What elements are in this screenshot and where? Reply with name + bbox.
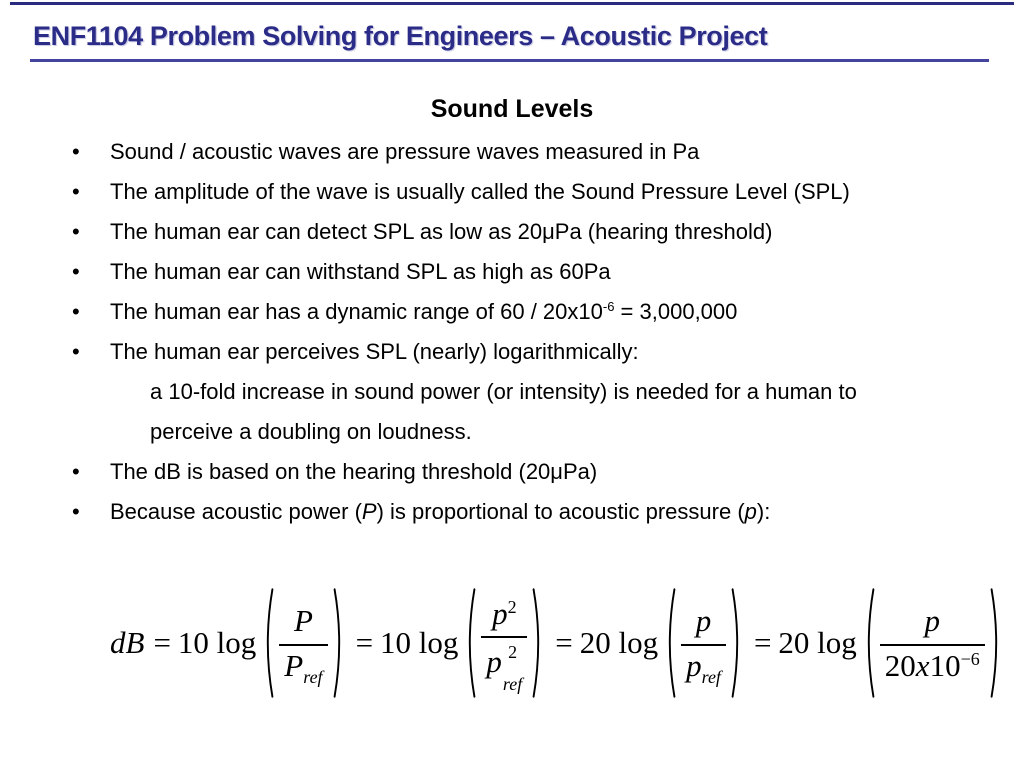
equals-sign: = [555, 625, 573, 660]
text-segment: p [924, 602, 940, 638]
log-coefficient: 20 log [778, 625, 857, 660]
list-item [0, 292, 1024, 332]
subscript: ref [303, 666, 323, 687]
fraction-numerator [487, 596, 522, 632]
text-segment: = 3,000,000 [614, 299, 738, 324]
fraction [481, 595, 527, 695]
open-paren-icon [462, 587, 478, 699]
text-segment: P [293, 602, 313, 638]
bullet-marker: • [72, 219, 80, 244]
text-segment: The human ear perceives SPL (nearly) logarithmically: [110, 339, 639, 364]
fraction [681, 602, 726, 687]
bullet-marker: • [72, 339, 80, 364]
fraction-numerator [691, 603, 717, 639]
open-paren-icon [662, 587, 678, 699]
fraction-numerator [920, 603, 946, 639]
log-coefficient: 20 log [579, 625, 659, 660]
fraction-denominator [880, 648, 985, 684]
list-item [0, 492, 1024, 532]
log-coefficient: 10 log [177, 625, 257, 660]
fraction-denominator [681, 647, 726, 687]
equals-sign: = [753, 625, 772, 660]
superscript: 2 [507, 596, 517, 617]
bullet-marker: • [72, 299, 80, 324]
fraction [279, 602, 327, 687]
superscript: −6 [960, 648, 980, 669]
text-segment: ) is proportional to acoustic pressure ( [376, 499, 745, 524]
text-segment: Because acoustic power ( [110, 499, 362, 524]
text-segment: p [695, 602, 712, 638]
text-segment: perceive a doubling on loudness. [150, 419, 472, 444]
fraction-bar [481, 636, 527, 638]
superscript: 2 [508, 642, 518, 663]
text-segment: The human ear has a dynamic range of 60 / 20x10 [110, 299, 603, 324]
equals-sign: = [153, 625, 171, 660]
text-segment: a 10-fold increase in sound power (or intensity) is needed for a human to [150, 379, 857, 404]
fraction-numerator [289, 603, 318, 639]
slide-title: Sound Levels [430, 95, 594, 123]
bullet-marker: • [72, 499, 80, 524]
close-paren-icon [988, 587, 1004, 699]
text-segment: P [361, 499, 377, 524]
list-item [0, 452, 1024, 492]
bullet-marker: • [72, 459, 80, 484]
list-item [0, 252, 1024, 292]
open-paren-icon [861, 587, 877, 699]
open-paren-icon [260, 587, 276, 699]
text-segment: x [915, 647, 930, 683]
bullet-marker: • [72, 179, 80, 204]
superscript: -6 [602, 299, 615, 314]
text-segment: ): [756, 499, 771, 524]
list-item [0, 332, 1024, 372]
top-border-line [10, 2, 1014, 5]
text-segment: Sound / acoustic waves are pressure waves measured in Pa [110, 139, 700, 164]
fraction-bar [279, 644, 327, 646]
fraction [880, 603, 985, 683]
bullet-marker: • [72, 259, 80, 284]
list-item [0, 132, 1024, 172]
text-segment: 20 [884, 647, 916, 683]
sub-paragraph [0, 372, 1024, 452]
subscript: ref [502, 674, 523, 695]
log-coefficient: 10 log [380, 625, 459, 660]
bullet-marker: • [72, 139, 80, 164]
supsub-stack [503, 643, 522, 693]
fraction-bar [681, 644, 726, 646]
close-paren-icon [331, 587, 347, 699]
text-segment: p [744, 499, 757, 524]
formula [110, 584, 1006, 702]
fraction-bar [880, 644, 985, 646]
fraction-denominator [481, 640, 527, 695]
equals-sign: = [355, 625, 374, 660]
header-underline [30, 59, 989, 62]
close-paren-icon [729, 587, 745, 699]
formula-lhs: dB [110, 625, 145, 660]
list-item [0, 172, 1024, 212]
subscript: ref [701, 666, 721, 687]
text-segment: p [492, 595, 508, 631]
text-segment: p [486, 644, 502, 680]
text-segment: P [284, 647, 304, 683]
text-segment: The human ear can detect SPL as low as 20μPa (hearing threshold) [110, 219, 773, 244]
text-segment: The dB is based on the hearing threshold (20μPa) [110, 459, 598, 484]
close-paren-icon [530, 587, 546, 699]
list-item [0, 212, 1024, 252]
text-segment: 10 [929, 647, 961, 683]
header-title: ENF1104 Problem Solving for Engineers – Acoustic Project [33, 21, 768, 51]
text-segment: The amplitude of the wave is usually called the Sound Pressure Level (SPL) [110, 179, 850, 204]
fraction-denominator [279, 647, 327, 687]
bullet-list [0, 132, 1024, 532]
text-segment: The human ear can withstand SPL as high as 60Pa [110, 259, 611, 284]
text-segment: p [686, 647, 702, 683]
